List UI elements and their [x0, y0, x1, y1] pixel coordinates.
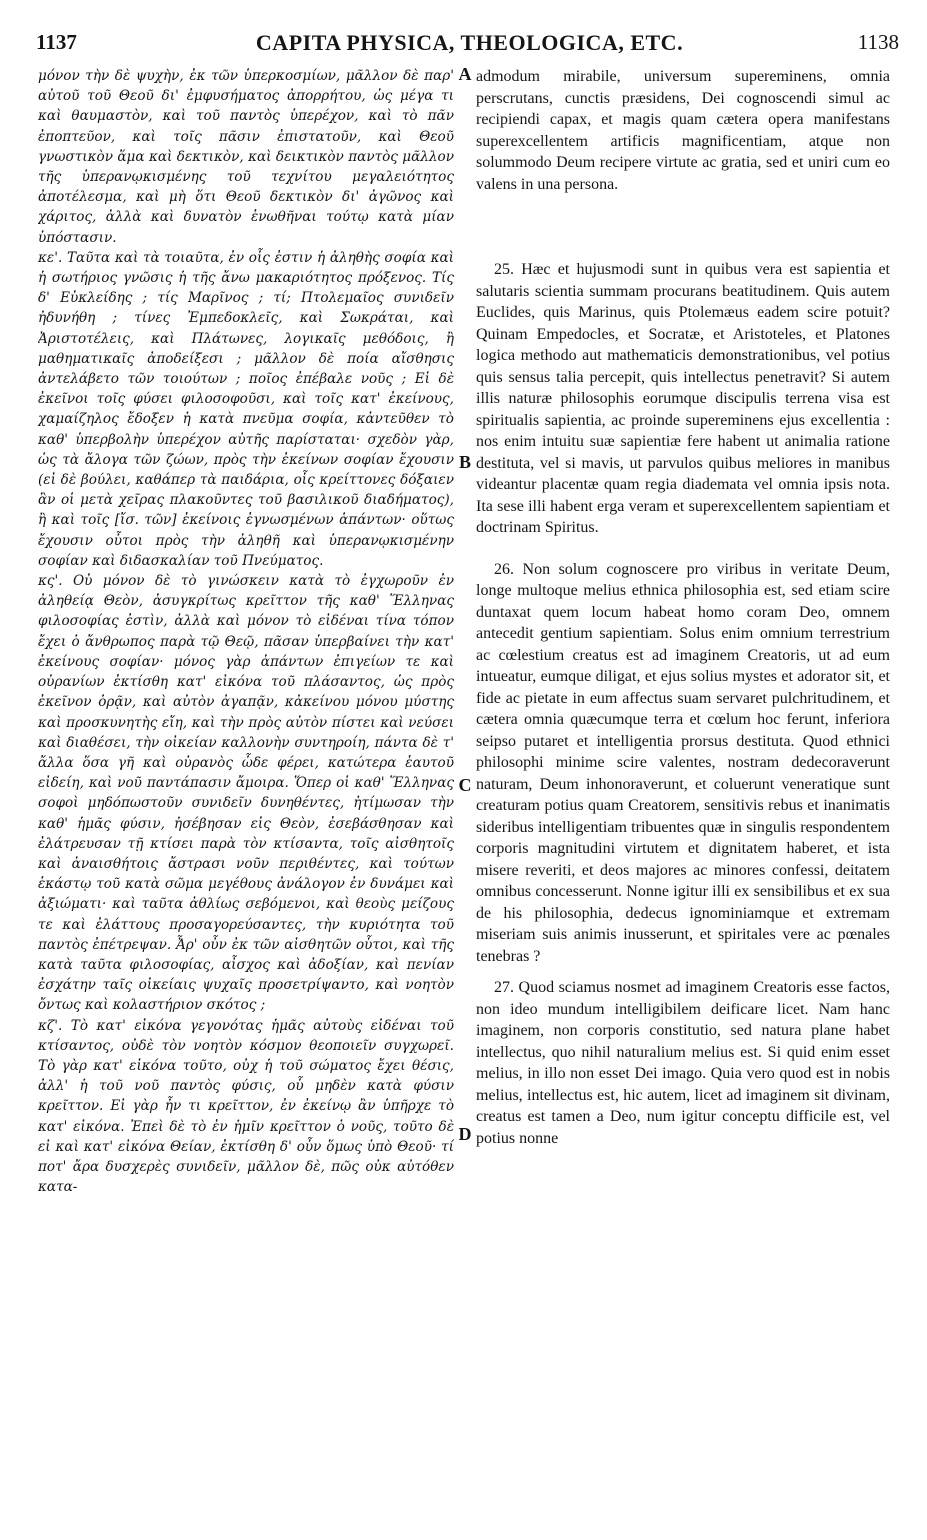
- latin-paragraph: 27. Quod sciamus nosmet ad imaginem Creatoris esse factos, non ideo mundum intelligibilem deificare licet. Nam hanc imaginem, non corporis constitutio, sed natura plane habet intellectus, quo nihil naturalium melius est. Si quid enim esset melius, in illo non esset Dei imago. Quia vero quod est in nobis melius, intellectus est, hic autem, licet ad imaginem sit divinam, creatus est tamen a Deo, num igitur conceptu difficile est, vel potius nonne: [476, 979, 890, 1147]
- spacer: [476, 195, 890, 259]
- latin-paragraph: admodum mirabile, universum supereminens, omnia perscrutans, cunctis præsidens, Dei cognoscendi simul ac recipiendi capax, et magis quam cætera opera manifestans superexcellentem artificis magnificentiam, atque non solummodo Deum recipere virtute ac gratia, sed et uniri cum eo valens in una persona.: [476, 68, 890, 193]
- running-title: CAPITA PHYSICA, THEOLOGICA, ETC.: [255, 30, 684, 55]
- greek-paragraph: μόνον τὴν δὲ ψυχὴν, ἐκ τῶν ὑπερκοσμίων, μᾶλλον δὲ παρ' αὐτοῦ τοῦ Θεοῦ δι' ἐμφυσήματος ἀπορρήτου, ὡς μέγα τι καὶ θαυμαστὸν, καὶ τοῦ παντὸς ὑπερέχον, καὶ τὸ πᾶν ἐποπτεῦον, καὶ τοῖς πᾶσιν ἐπιστατοῦν, καὶ Θεοῦ γνωστικὸν ἅμα καὶ δεκτικὸν, καὶ δεικτικὸν παντὸς μᾶλλον τῆς ὑπερανῳκισμένης τοῦ τεχνίτου μεγαλειότητος ἀποτέλεσμα, καὶ μὴ ὅτι Θεοῦ δεκτικὸν δι' ἀγῶνος καὶ χάριτος, ἀλλὰ καὶ δυνατὸν ἑνωθῆναι τούτῳ κατὰ μίαν ὑπόστασιν.: [38, 68, 454, 246]
- greek-paragraph: κε'. Ταῦτα καὶ τὰ τοιαῦτα, ἐν οἷς ἐστιν ἡ ἀληθὴς σοφία καὶ ἡ σωτήριος γνῶσις ἡ τῆς ἄνω μακαριότητος πρόξενος. Τίς δ' Εὐκλείδης ; τίς Μαρῖνος ; τί; Πτολεμαῖος συνιδεῖν ἠδυνήθη ; τίνες Ἐμπεδοκλεῖς, καὶ Σωκράται, καὶ Ἀριστοτέλεις, καὶ Πλάτωνες, λογικαῖς μεθόδοις, ἢ μαθηματικαῖς ἀποδείξεσι ; μᾶλλον δὲ ποία αἴσθησις ἀντελάβετο τῶν τοιούτων ; ποῖος ἐπέβαλε νοῦς ; Εἰ δὲ ἐκεῖνοι τοῖς φύσει φιλοσοφοῦσι, καὶ τοῖς κατ' ἐκείνους, χαμαίζηλος ἔδοξεν ἡ κατὰ πνεῦμα σοφία, κἀντεῦθεν τὸ καθ' ὑπερβολὴν ὑπερέχον αὐτῆς παρίσταται· σχεδὸν γὰρ, ὡς τὰ ἄλογα τῶν ζώων, πρὸς τὴν ἐκείνων σοφίαν ἔχουσιν (εἰ δὲ βούλει, καθάπερ τὰ παιδάρια, οἷς κρείττονες δόξαιεν ἂν οἱ μετὰ χεῖρας πλακοῦντες τοῦ βασιλικοῦ διαδήματος), ἢ καὶ τοῖς [ἴσ. τῶν] ἐκείνοις ἐγνωσμένων ἁπάντων· οὕτως ἔχουσιν οὗτοι πρὸς τὴν ἀληθῆ καὶ ὑπερανῳκισμένην σοφίαν καὶ διδασκαλίαν τοῦ Πνεύματος.: [38, 249, 454, 569]
- latin-paragraph: 26. Non solum cognoscere pro viribus in veritate Deum, longe multoque melius ethnica philosophia est, sed etiam scire duntaxat quem locum habeat homo coram Deo, omnem antecedit gentium sapientiam. Solus enim omnium terrestrium ac cœlestium creatus est ad imaginem Creatoris, ut ad eum intueatur, eumque diligat, et ejus solius mystes et adorator sit, et fide ac pietate in eum affectus suam servaret pulchritudinem, et cætera omnia quæcumque terra et cœlum hoc ferunt, inferiora seipso putaret et intelligentia prorsus destituta. Quod ethnici philosophi minime scire valentes, nostram dedecoraverunt naturam, Deum inhonoraverunt, et coluerunt veneratique sunt creaturam potius quam Creatorem, sensitivis rebus et inanimatis sideribus intelligentiam tribuentes quæ in singulis respondentem corporis magnitudini virtutem et dignitatem haberet, et ista misere reveriti, et deos majores ac minores confessi, deitatem omnibus concesserunt. Nonne igitur illi ex sensibilibus et ex sua de his philosophia, dedecus ignominiamque et extremam miseriam suis animis inusserunt, et spiritales vere ac pœnales tenebras ?: [476, 560, 890, 965]
- greek-paragraph: κζ'. Τὸ κατ' εἰκόνα γεγονότας ἡμᾶς αὐτοὺς εἰδέναι τοῦ κτίσαντος, οὐδὲ τὸν νοητὸν κόσμον θεοποιεῖν συγχωρεῖ. Τὸ γὰρ κατ' εἰκόνα τοῦτο, οὐχ ἡ τοῦ σώματος ἔχει θέσις, ἀλλ' ἡ τοῦ νοῦ παντὸς φύσις, οὗ μηδὲν κατὰ φύσιν κρεῖττον. Εἰ γὰρ ἦν τι κρεῖττον, ἐν ἐκείνῳ ἂν ὑπῆρχε τὸ κατ' εἰκόνα. Ἐπεὶ δὲ τὸ ἐν ἡμῖν κρεῖττον ὁ νοῦς, τοῦτο δὲ εἰ καὶ κατ' εἰκόνα Θείαν, ἐκτίσθη δ' οὖν ὅμως ὑπὸ Θεοῦ· τί ποτ' ἄρα δυσχερὲς συνιδεῖν, μᾶλλον δὲ, πῶς οὐκ αὐτόθεν κατα-: [38, 1017, 454, 1196]
- greek-column: [38, 66, 454, 1197]
- margin-letter-c: C: [458, 775, 472, 795]
- left-page-number: 1137: [36, 30, 77, 54]
- margin-letter-d: D: [458, 1124, 472, 1144]
- spacer: [476, 967, 890, 977]
- latin-paragraph: 25. Hæc et hujusmodi sunt in quibus vera est sapientia et salutaris scientia summam procurans beatitudinem. Quis autem Euclides, quis Marinus, quis Ptolemæus eadem scire potuit? Quinam Empedocles, et Socratæ, et Aristoteles, et Platones logica methodo aut mathematicis demonstrationibus, vel potius quis sensus talia percepit, quis intellectus penetravit? Si autem illis naturæ philosophis eorumque discipulis terrena visa est spiritualis sapientia, ac proinde supereminens ejus excellentia : nos enim intuitu suæ sapientiæ fere habent ut animalia ratione destituta, vel si mavis, ut parvulos quibus meliores in manibus videantur placentæ quam regia diademata vel omnia ipsis nota. Ita sese illi habent erga veram et superexcellentem sapientiam et doctrinam Spiritus.: [476, 261, 890, 536]
- margin-letter-b: B: [458, 452, 471, 472]
- greek-paragraph: κς'. Οὐ μόνον δὲ τὸ γινώσκειν κατὰ τὸ ἐγχωροῦν ἐν ἀληθείᾳ Θεὸν, ἀσυγκρίτως κρεῖττον τῆς καθ' Ἕλληνας φιλοσοφίας ἐστὶν, ἀλλὰ καὶ μόνον τὸ εἰδέναι τίνα τόπον ἔχει ὁ ἄνθρωπος παρὰ τῷ Θεῷ, πᾶσαν ὑπερβαίνει τὴν κατ' ἐκείνους σοφίαν· μόνος γὰρ ἁπάντων ἐπιγείων τε καὶ οὐρανίων ἐκτίσθη κατ' εἰκόνα τοῦ πλάσαντος, ὡς πρὸς ἐκεῖνον ὁρᾷν, καὶ αὐτὸν ἀγαπᾷν, κἀκείνου μόνου μύστης καὶ προσκυνητὴς εἴη, καὶ τὴν πρὸς αὐτὸν πίστει καὶ νεύσει καὶ διαθέσει, τὴν οἰκείαν καλλονὴν συντηροίη, πάντα δὲ τ' ἄλλα ὅσα γῆ καὶ οὐρανὸς ὧδε φέρει, κατώτερα ἑαυτοῦ εἰδείη, καὶ νοῦ παντάπασιν ἄμοιρα. Ὅπερ οἱ καθ' Ἕλληνας σοφοὶ μηδόπωστοῦν συνιδεῖν δυνηθέντες, ἠτίμωσαν τὴν καθ' ἡμᾶς φύσιν, ἠσέβησαν εἰς Θεὸν, ἐσεβάσθησαν καὶ ἐλάτρευσαν τῇ κτίσει παρὰ τὸν κτίσαντα, τοῖς αἰσθητοῖς καὶ ἀναισθήτοις ἄστρασι νοῦν περιθέντες, καὶ τούτων ἑκάστῳ τοῦ κατὰ σῶμα μεγέθους ἀνάλογον ἐν δυνάμει καὶ ἀξιώματι· καὶ ταῦτα ἀθλίως σεβόμενοι, καὶ θεοὺς μείζους τε καὶ ἐλάττους προσαγορεύσαντες, τὴν κυριότητα τοῦ παντὸς ἐπέτρεψαν. Ἆρ' οὖν ἐκ τῶν αἰσθητῶν οὗτοι, καὶ τῆς κατὰ ταῦτα φιλοσοφίας, αἶσχος καὶ ἀδοξίαν, καὶ πενίαν ἐσχάτην ταῖς οἰκείαις ψυχαῖς προσετρίψαντο, καὶ νοητὸν ὄντως καὶ κολαστήριον σκότος ;: [38, 573, 454, 1014]
- right-page-number: 1138: [857, 30, 899, 54]
- latin-column: [476, 66, 890, 1149]
- spacer: [476, 539, 890, 559]
- margin-letter-a: A: [458, 64, 472, 84]
- page-header: [36, 30, 903, 60]
